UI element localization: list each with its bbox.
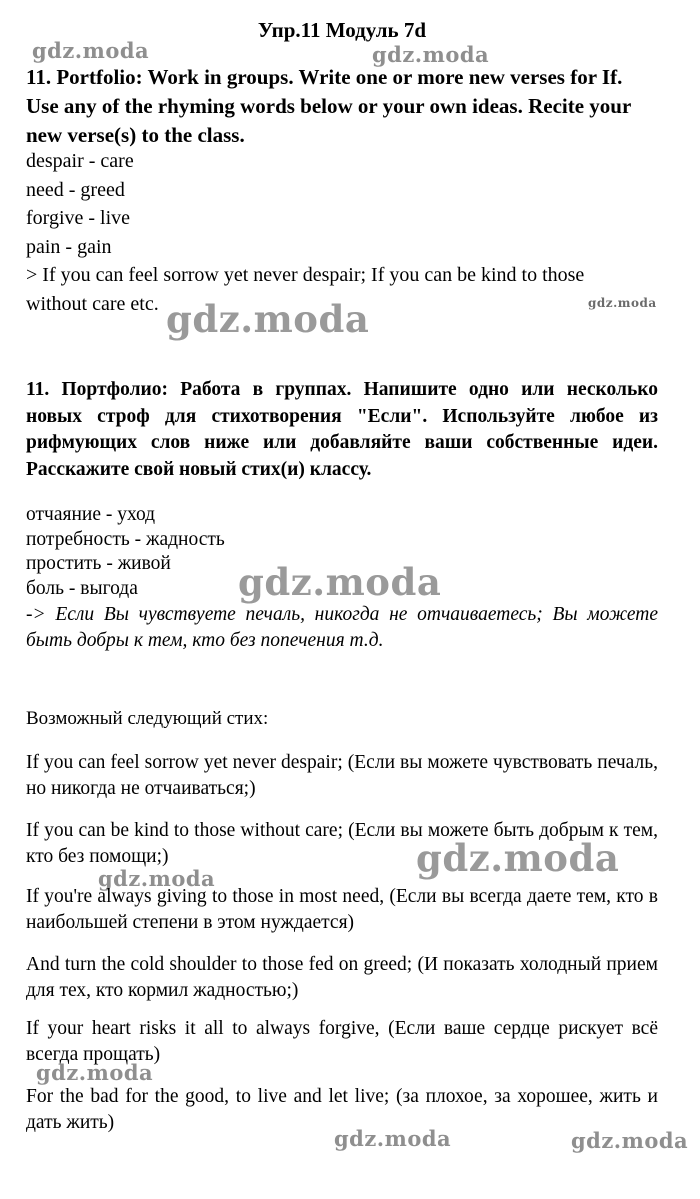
example-line: > If you can feel sorrow yet never despair; If you can be kind to those bbox=[26, 264, 585, 286]
rhyme-pair: need - greed bbox=[26, 178, 125, 201]
page-title: Упр.11 Модуль 7d bbox=[257, 18, 427, 42]
watermark: gdz.moda bbox=[372, 42, 490, 67]
rhyme-pair: отчаяние - уход bbox=[26, 504, 156, 525]
watermark: gdz.moda bbox=[571, 1128, 689, 1153]
example-line: without care etc. bbox=[26, 292, 159, 315]
task-text-en: 11. Portfolio: Work in groups. Write one or more new verses for If. Use any of the rhyming words below or your own ideas. Recite your new verse(s) to the class. bbox=[26, 65, 631, 147]
watermark: gdz.moda bbox=[32, 38, 150, 63]
verse-line: If you can feel sorrow yet never despair; (Если вы можете чувствовать печаль, но никогда не отчаиваться;) bbox=[26, 752, 658, 799]
example-ru: -> Если Вы чувствуете печаль, никогда не отчаиваетесь; Вы можете быть добры к тем, кто без попечения т.д. bbox=[26, 604, 658, 651]
rhyme-pair: боль - выгода bbox=[26, 577, 138, 599]
verse-line: If you're always giving to those in most need, (Если вы всегда даете тем, кто в наибольшей степени в этом нуждается) bbox=[26, 886, 658, 933]
rhyme-list-en bbox=[26, 147, 666, 318]
verse-line: And turn the cold shoulder to those fed on greed; (И показать холодный прием для тех, кто кормил жадностью;) bbox=[26, 954, 658, 1001]
rhyme-pair: pain - gain bbox=[26, 235, 112, 258]
next-verse-title: Возможный следующий стих: bbox=[26, 708, 269, 729]
watermark: gdz.moda bbox=[36, 1060, 154, 1085]
watermark: gdz.moda bbox=[238, 560, 442, 604]
watermark: gdz.moda bbox=[588, 296, 657, 310]
rhyme-pair: despair - care bbox=[26, 150, 134, 172]
task-text-ru: 11. Портфолио: Работа в группах. Напишите одно или несколько новых строф для стихотворения "Если". Используйте любое из рифмующих слов ниже или добавляйте ваши собственные идеи. Расскажите свой новый стих(и) классу. bbox=[26, 379, 658, 480]
watermark: gdz.moda bbox=[166, 297, 370, 341]
verse-line: If you can be kind to those without care; (Если вы можете быть добрым к тем, кто без помощи;) bbox=[26, 820, 658, 867]
rhyme-pair: простить - живой bbox=[26, 553, 171, 574]
watermark: gdz.moda bbox=[98, 866, 216, 891]
rhyme-pair: forgive - live bbox=[26, 207, 131, 229]
watermark: gdz.moda bbox=[416, 836, 620, 880]
rhyme-pair: потребность - жадность bbox=[26, 528, 225, 550]
verse-line: If your heart risks it all to always forgive, (Если ваше сердце рискует всё всегда прощать) bbox=[26, 1018, 658, 1065]
watermark: gdz.moda bbox=[334, 1126, 452, 1151]
verse-line: For the bad for the good, to live and let live; (за плохое, за хорошее, жить и дать жить) bbox=[26, 1086, 658, 1133]
